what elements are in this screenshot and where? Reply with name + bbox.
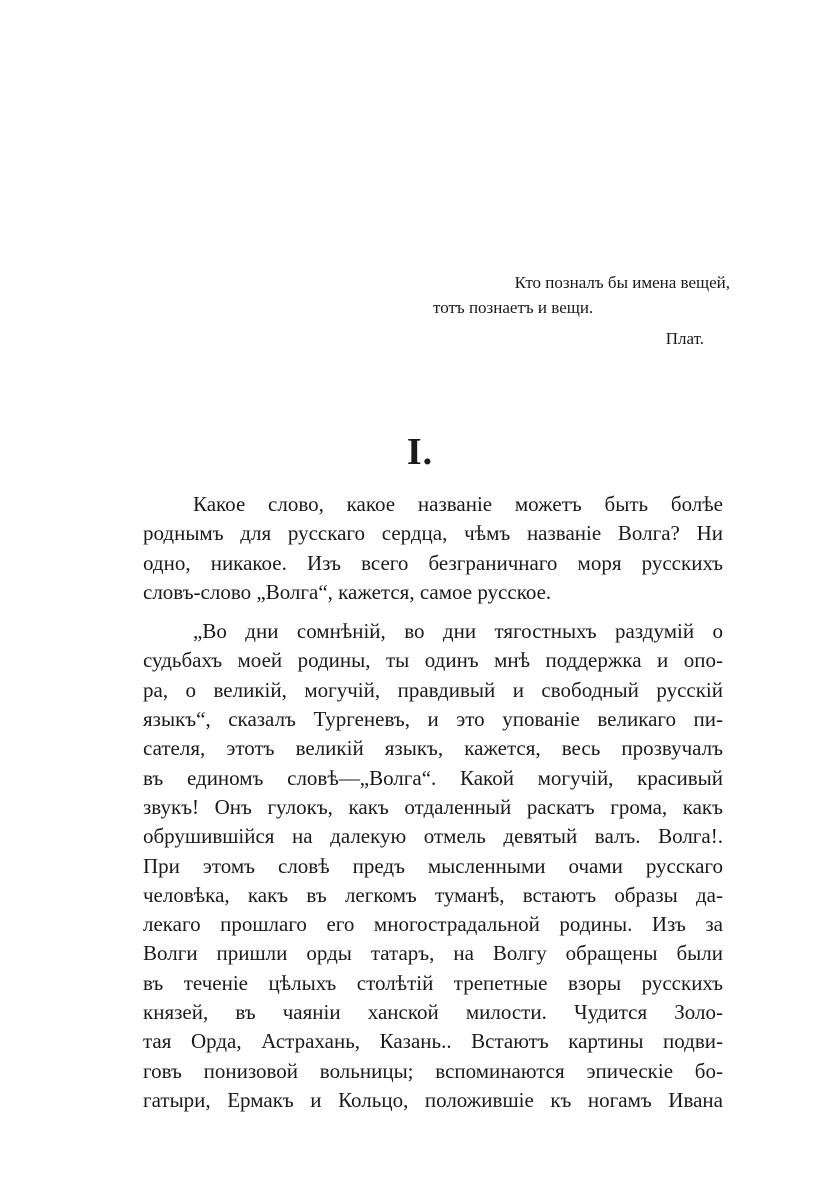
text-line: звукъ! Онъ гулокъ, какъ отдаленный раскатъ грома, какъ	[143, 794, 723, 819]
text-line: „Во дни сомнѣній, во дни тягостныхъ раздумій о	[193, 619, 723, 644]
text-line: Волги пришли орды татаръ, на Волгу обращены были	[143, 941, 723, 966]
paragraph-2	[143, 617, 723, 1115]
text-line: сателя, этотъ великій языкъ, кажется, весь прозвучалъ	[143, 736, 723, 761]
epigraph	[400, 270, 730, 351]
text-line: въ единомъ словѣ—„Волга“. Какой могучій, красивый	[143, 765, 723, 790]
text-line: ра, о великій, могучій, правдивый и свободный русскій	[143, 677, 723, 702]
chapter-number: I.	[406, 431, 434, 473]
paragraph-1	[143, 490, 723, 607]
text-line: въ теченіе цѣлыхъ столѣтій трепетные взоры русскихъ	[143, 970, 723, 995]
epigraph-line-2: тотъ познаетъ и вещи.	[433, 298, 594, 317]
text-line: говъ понизовой вольницы; вспоминаются эпическіе бо-	[143, 1058, 723, 1083]
text-line: гатыри, Ермакъ и Кольцо, положившіе къ ногамъ Ивана	[143, 1087, 723, 1112]
text-line: судьбахъ моей родины, ты одинъ мнѣ поддержка и опо-	[143, 648, 723, 673]
text-line: одно, никакое. Изъ всего безграничнаго моря русскихъ	[143, 550, 723, 575]
text-line: роднымъ для русскаго сердца, чѣмъ названіе Волга? Ни	[143, 521, 723, 546]
text-line: Какое слово, какое названіе можетъ быть болѣе	[193, 492, 723, 516]
text-line: обрушившійся на далекую отмель девятый валъ. Волга!.	[143, 824, 723, 849]
text-line: При этомъ словѣ предъ мысленными очами русскаго	[143, 853, 723, 878]
epigraph-attribution: Плат.	[665, 329, 704, 348]
epigraph-line-1: Кто позналъ бы имена вещей,	[514, 273, 730, 292]
text-line: человѣка, какъ въ легкомъ туманѣ, встаютъ образы да-	[143, 882, 723, 907]
body-text	[143, 490, 723, 1115]
text-line: словъ-слово „Волга“, кажется, самое русское.	[143, 579, 552, 604]
text-line: лекаго прошлаго его многострадальной родины. Изъ за	[143, 912, 723, 937]
text-line: языкъ“, сказалъ Тургеневъ, и это упованіе великаго пи-	[143, 707, 723, 732]
text-line: тая Орда, Астрахань, Казань.. Встаютъ картины подви-	[143, 1029, 723, 1054]
text-line: князей, въ чаяніи ханской милости. Чудится Золо-	[143, 1000, 723, 1025]
